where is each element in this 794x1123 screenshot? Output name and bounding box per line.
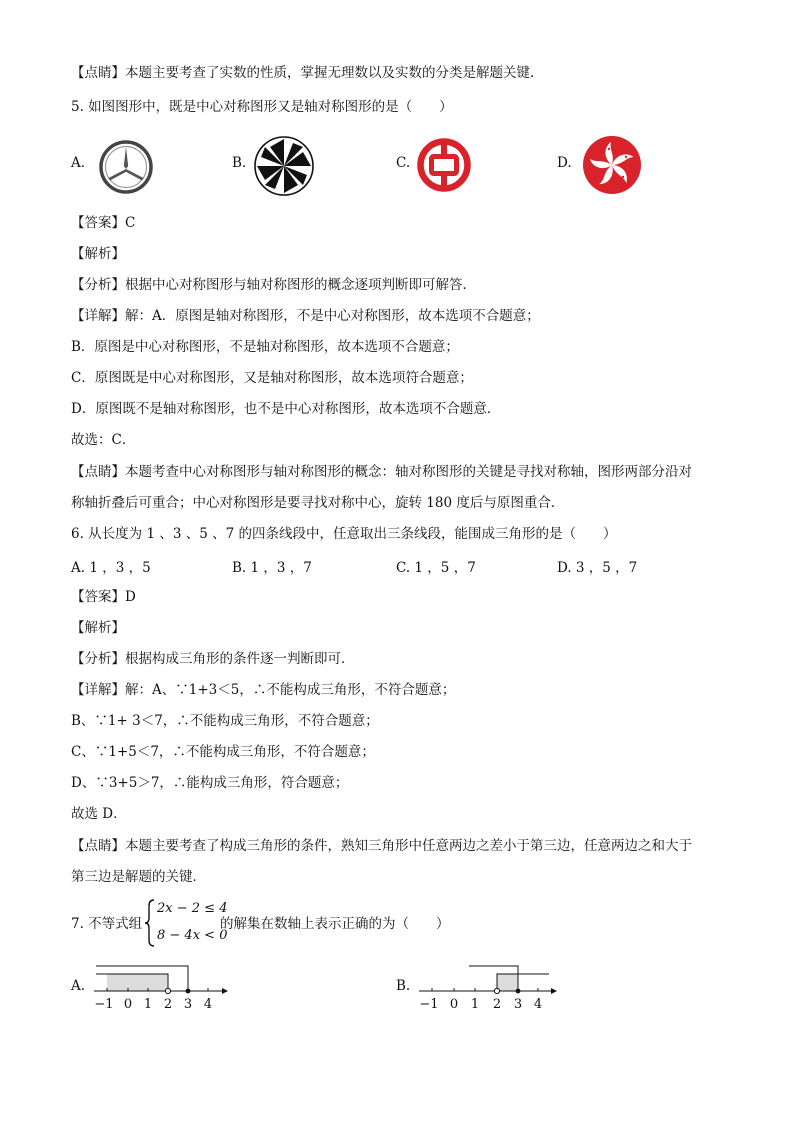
q5-option-c-label: C.: [396, 155, 411, 171]
q6-detail-c: C、∵1+5＜7，∴不能构成三角形，不符合题意；: [71, 744, 375, 760]
q5-note-1: 【点睛】本题考查中心对称图形与轴对称图形的概念：轴对称图形的关键是寻找对称轴，图形两部分沿对: [71, 464, 692, 480]
bank-of-china-logo-icon: [416, 137, 472, 193]
q7b-tick-label: 0: [449, 997, 459, 1012]
q7a-tick-label: 2: [163, 997, 173, 1012]
q5-analysis: 【分析】根据中心对称图形与轴对称图形的概念逐项判断即可解答．: [71, 277, 476, 293]
q7b-tick-label: 4: [533, 997, 543, 1012]
q7-inequality-2: 8 − 4x < 0: [157, 928, 228, 943]
q6-choice: 故选 D．: [71, 806, 127, 822]
q7-option-a-label: A.: [71, 978, 86, 994]
bauhinia-flag-icon: [582, 135, 642, 195]
q5-note-2: 称轴折叠后可重合；中心对称图形是要寻找对称中心，旋转 180 度后与原图重合．: [71, 495, 565, 511]
mercedes-emblem-icon: [98, 139, 154, 195]
note-line: 【点睛】本题主要考查了实数的性质，掌握无理数以及实数的分类是解题关键．: [71, 65, 544, 81]
q5-detail-c: C．原图既是中心对称图形，又是轴对称图形，故本选项符合题意；: [71, 370, 473, 386]
q7a-tick-label: 1: [143, 997, 153, 1012]
q7b-tick-label: 1: [470, 997, 480, 1012]
q6-detail-b: B、∵1+ 3＜7，∴不能构成三角形，不符合题意；: [71, 713, 379, 729]
q6-detail-d: D、∵3+5＞7，∴能构成三角形，符合题意；: [71, 775, 349, 791]
q6-option-b: B. 1 ，3 ，7: [232, 560, 312, 576]
pinwheel-figure-icon: [253, 135, 315, 197]
q6-option-a: A. 1 ，3 ，5: [71, 560, 151, 576]
q5-detail-d: D．原图既不是轴对称图形，也不是中心对称图形，故本选项不合题意．: [71, 401, 501, 417]
q6-note-1: 【点睛】本题主要考查了构成三角形的条件，熟知三角形中任意两边之差小于第三边，任意两边之和大于: [71, 838, 692, 854]
q6-note-2: 第三边是解题的关键．: [71, 869, 206, 885]
q5-detail-b: B．原图是中心对称图形，不是轴对称图形，故本选项不合题意；: [71, 339, 459, 355]
q7a-tick-label: 3: [183, 997, 193, 1012]
question-6-stem: 6. 从长度为 1 、3 、5 、7 的四条线段中，任意取出三条线段，能围成三角形的是（ ）: [71, 526, 617, 542]
q7-inequality-1: 2x − 2 ≤ 4: [157, 901, 228, 916]
q7a-tick-label: −1: [94, 997, 114, 1012]
question-7-stem-prefix: 7. 不等式组: [71, 916, 143, 932]
q6-analysis: 【分析】根据构成三角形的条件逐一判断即可．: [71, 651, 355, 667]
question-7-stem-suffix: 的解集在数轴上表示正确的为（ ）: [220, 916, 450, 932]
q7b-tick-label: 2: [492, 997, 502, 1012]
q6-detail: 【详解】解：A、∵1+3＜5，∴不能构成三角形，不符合题意；: [71, 682, 456, 698]
q7b-tick-label: −1: [419, 997, 439, 1012]
q6-jiexi-heading: 【解析】: [71, 620, 125, 636]
q7-option-b-label: B.: [396, 978, 411, 994]
q5-choice: 故选：C．: [71, 432, 136, 448]
q5-option-d-label: D.: [557, 155, 572, 171]
q5-option-a-label: A.: [71, 155, 86, 171]
q5-option-b-label: B.: [232, 155, 247, 171]
q7a-tick-label: 4: [203, 997, 213, 1012]
left-brace-icon: [144, 898, 156, 948]
q7-option-a-number-line: [88, 960, 228, 1012]
q6-answer: 【答案】D: [71, 589, 136, 605]
q5-detail: 【详解】解：A．原图是轴对称图形，不是中心对称图形，故本选项不合题意；: [71, 308, 540, 324]
question-5-stem: 5. 如图图形中，既是中心对称图形又是轴对称图形的是（ ）: [71, 99, 453, 115]
q7a-tick-label: 0: [123, 997, 133, 1012]
q5-jiexi-heading: 【解析】: [71, 246, 125, 262]
q5-answer: 【答案】C: [71, 215, 136, 231]
q7-option-b-number-line: [413, 960, 559, 1012]
q6-option-d: D. 3 ，5 ，7: [557, 560, 638, 576]
q6-option-c: C. 1 ，5 ，7: [396, 560, 476, 576]
q7b-tick-label: 3: [513, 997, 523, 1012]
